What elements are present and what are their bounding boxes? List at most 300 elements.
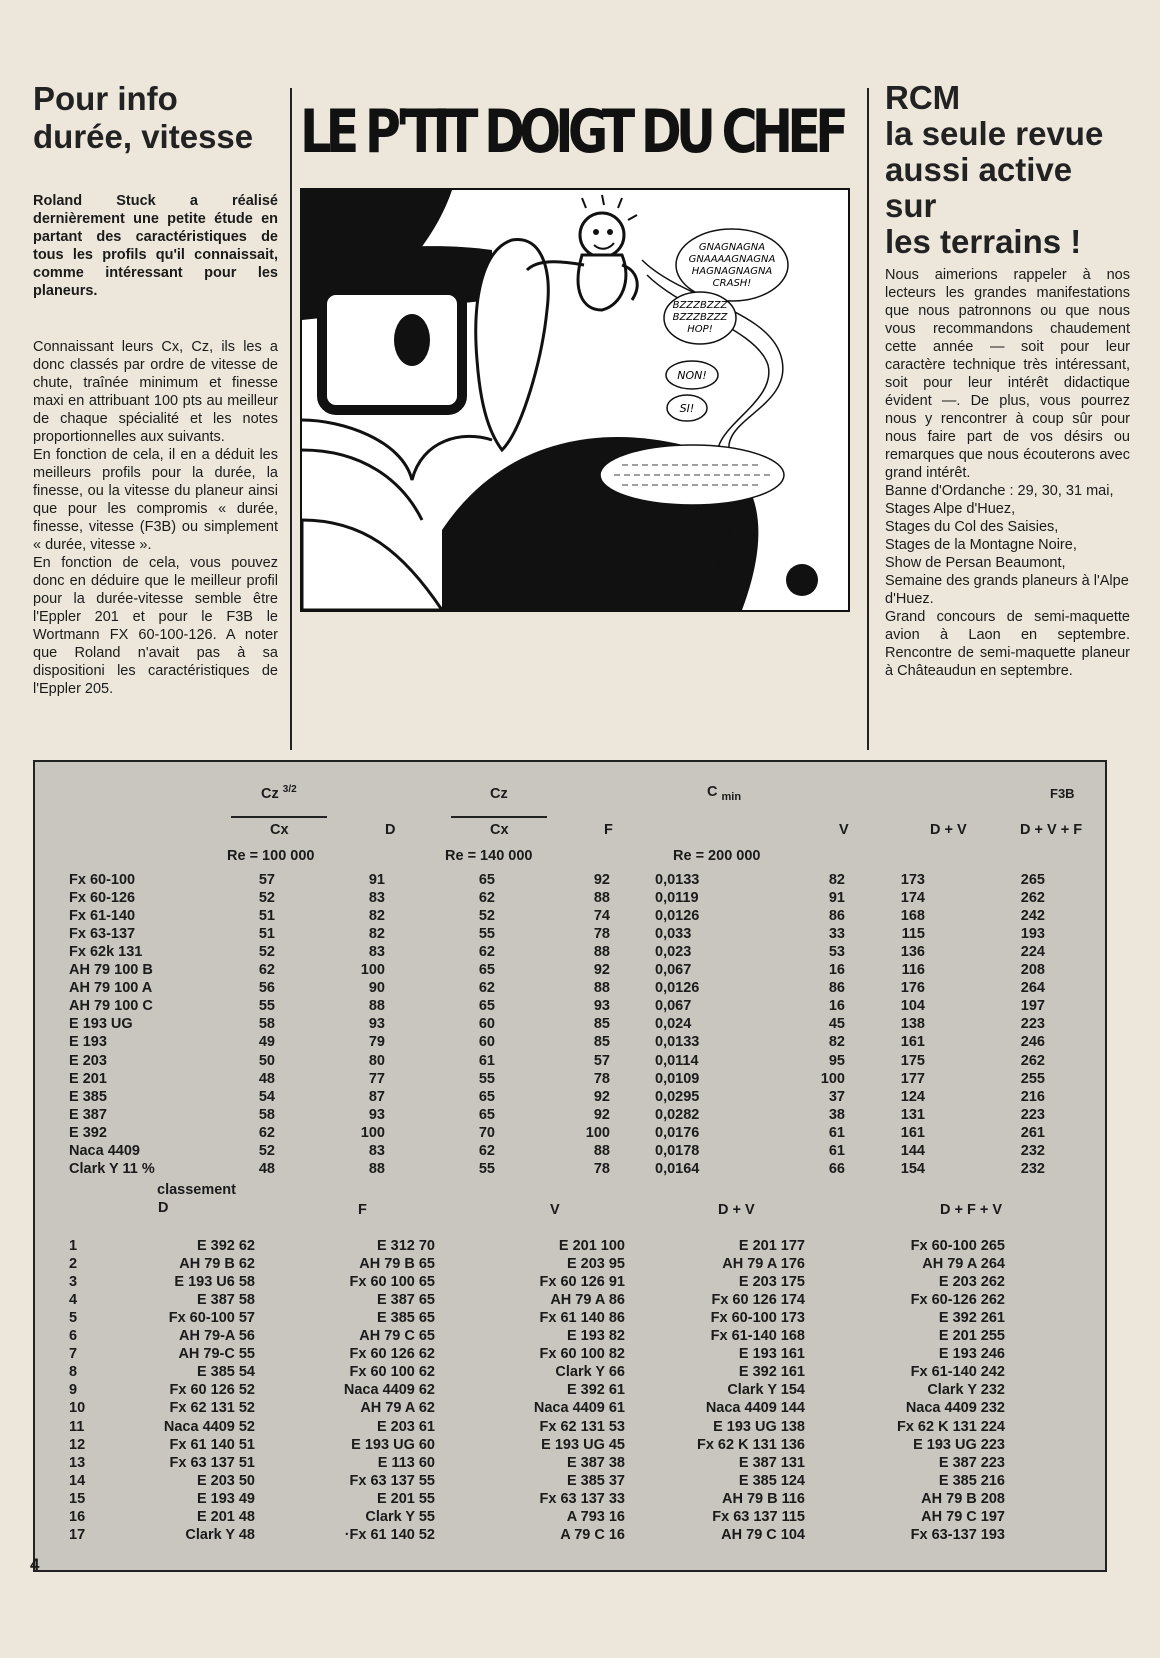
table-cell: 65 — [478, 998, 495, 1015]
bubble-text: HAGNAGNAGNA — [691, 266, 773, 277]
table-cell: 95 — [828, 1052, 845, 1069]
table-cell: 262 — [1020, 890, 1045, 907]
ranking-cell: Fx 60 126 91 — [539, 1274, 625, 1291]
table-cell: 0,0176 — [655, 1124, 700, 1141]
event-item: Stages Alpe d'Huez, — [885, 501, 1016, 517]
table-cell: 61 — [828, 1124, 845, 1141]
profile-name-cell: E 385 — [69, 1088, 107, 1105]
table-cell: 53 — [828, 944, 845, 961]
left-body-paragraph: En fonction de cela, il en a déduit les meilleurs profils pour la durée, la finesse, ou la vitesse du planeur ainsi que pour les compromis « durée, finesse, vitesse (F3B) ou simplement « durée, vitesse ». — [33, 447, 278, 553]
event-item: Banne d'Ordanche : 29, 30, 31 mai, — [885, 483, 1114, 499]
table-cell: 246 — [1020, 1034, 1045, 1051]
table-cell: 58 — [258, 1016, 275, 1033]
group-underline — [451, 816, 547, 818]
ranking-cell: E 392 161 — [738, 1364, 805, 1381]
ranking-cell: E 385 54 — [196, 1364, 255, 1381]
ranking-cell: E 193 UG 45 — [541, 1436, 625, 1453]
table-cell: 0,024 — [655, 1016, 692, 1033]
ranking-cell: AH 79 B 62 — [179, 1256, 255, 1273]
table-cell: 0,0295 — [655, 1088, 700, 1105]
group-underline — [231, 816, 327, 818]
table-cell: 52 — [478, 908, 495, 925]
table-cell: 92 — [593, 962, 610, 979]
table-cell: 144 — [900, 1142, 925, 1159]
table-cell: 136 — [900, 944, 925, 961]
table-cell: 0,0109 — [655, 1070, 700, 1087]
table-cell: 82 — [828, 872, 845, 888]
table-cell: 55 — [478, 1160, 495, 1177]
ranking-cell: A 79 C 16 — [560, 1526, 625, 1543]
table-cell: 92 — [593, 872, 610, 888]
table-cell: 93 — [368, 1016, 385, 1033]
table-cell: 93 — [593, 998, 610, 1015]
table-cell: 175 — [900, 1052, 925, 1069]
table-cell: 66 — [828, 1160, 845, 1177]
col-header: Cx — [490, 822, 509, 838]
ranking-cell: Fx 62 K 131 224 — [896, 1418, 1005, 1435]
re-label: Re = 200 000 — [673, 848, 761, 864]
ranking-cell: Fx 63 137 115 — [712, 1508, 805, 1525]
table-cell: 216 — [1020, 1088, 1045, 1105]
table-cell: 161 — [900, 1124, 925, 1141]
left-lead: Roland Stuck a réalisé dernièrement une petite étude en partant des caractéristiques de tous les profils qu'il connaissait, comme intéressant pour les planeurs. — [33, 193, 278, 299]
table-cell: 0,0164 — [655, 1160, 700, 1177]
table-cell: 100 — [585, 1124, 610, 1141]
ranking-cell: E 312 70 — [376, 1238, 435, 1254]
table-cell: 56 — [258, 980, 275, 997]
ranking-cell: Fx 60-100 173 — [710, 1310, 805, 1327]
table-cell: 92 — [593, 1088, 610, 1105]
table-cell: 232 — [1020, 1142, 1045, 1159]
rank-number: 11 — [69, 1418, 85, 1435]
ranking-cell: E 387 131 — [738, 1454, 805, 1471]
event-item: Stages de la Montagne Noire, — [885, 537, 1077, 553]
right-headline-line: aussi active — [885, 151, 1073, 188]
left-headline-line2: durée, vitesse — [33, 118, 254, 155]
rank-number: 12 — [69, 1436, 86, 1453]
table-cell: 264 — [1020, 980, 1045, 997]
table-cell: 173 — [900, 872, 925, 888]
table-cell: 51 — [258, 926, 275, 943]
ranking-cell: E 193 UG 138 — [713, 1418, 805, 1435]
rank-number: 8 — [69, 1364, 78, 1381]
table-cell: 223 — [1020, 1106, 1045, 1123]
table-cell: 16 — [828, 998, 845, 1015]
table-cell: 55 — [258, 998, 275, 1015]
table-cell: 87 — [368, 1088, 385, 1105]
group-header-cmin — [707, 784, 741, 803]
bubble-text: NON! — [677, 369, 707, 382]
table-cell: 60 — [478, 1034, 495, 1051]
re-label: Re = 100 000 — [227, 848, 315, 864]
ranking-cell: Clark Y 55 — [365, 1508, 435, 1525]
profile-name-cell: E 193 — [69, 1034, 107, 1051]
ranking-cell: Fx 62 131 53 — [539, 1418, 625, 1435]
ranking-cell: Clark Y 154 — [727, 1382, 805, 1399]
profile-name-cell: E 201 — [69, 1070, 107, 1087]
left-body-paragraph: Connaissant leurs Cx, Cz, ils les a donc classés par ordre de vitesse de chute, traînée minimum et finesse maxi en attribuant 100 pts au meilleur de chaque spécialité et les notes proportionnelles aux suivants. — [33, 339, 278, 445]
table-cell: 168 — [900, 908, 925, 925]
table-cell: 86 — [828, 980, 845, 997]
table-cell: 91 — [368, 872, 385, 888]
table-cell: 0,0282 — [655, 1106, 700, 1123]
ranking-cell: Fx 60 126 174 — [711, 1292, 805, 1309]
group-header-f3b: F3B — [1050, 786, 1075, 801]
ranking-cell: Naca 4409 61 — [533, 1400, 625, 1417]
table-cell: 65 — [478, 1088, 495, 1105]
table-cell: 100 — [360, 962, 385, 979]
ranking-cell: Fx 63 137 33 — [539, 1490, 625, 1507]
profile-name-cell: Fx 61-140 — [69, 908, 136, 925]
table-cell: 223 — [1020, 1016, 1045, 1033]
ranking-cell: Fx 61 140 86 — [539, 1310, 625, 1327]
rank-number: 5 — [69, 1310, 78, 1327]
ranking-cell: Fx 60 126 52 — [169, 1382, 255, 1399]
left-headline — [33, 80, 278, 156]
table-cell: 61 — [478, 1052, 495, 1069]
table-cell: 197 — [1020, 998, 1045, 1015]
ranking-cell: E 392 261 — [938, 1310, 1005, 1327]
profile-name-cell: E 392 — [69, 1124, 107, 1141]
group-header-cz32 — [261, 784, 297, 802]
profile-name-cell: Clark Y 11 % — [69, 1160, 155, 1177]
ranking-cell: E 385 124 — [738, 1472, 805, 1489]
ranking-cell: Fx 61-140 242 — [910, 1364, 1005, 1381]
ranking-cell: AH 79 A 86 — [550, 1292, 625, 1309]
table-cell: 78 — [593, 1070, 610, 1087]
ranking-title: classement — [157, 1182, 236, 1198]
ranking-cell: E 201 177 — [738, 1238, 805, 1254]
table-cell: 48 — [258, 1070, 275, 1087]
table-cell: 57 — [593, 1052, 610, 1069]
ranking-cell: E 392 61 — [566, 1382, 625, 1399]
table-cell: 255 — [1020, 1070, 1045, 1087]
table-cell: 83 — [368, 1142, 385, 1159]
rank-number: 16 — [69, 1508, 86, 1525]
profile-name-cell: E 203 — [69, 1052, 107, 1069]
ranking-cell: E 203 61 — [376, 1418, 435, 1435]
ranking-cell: Fx 60-100 265 — [910, 1238, 1005, 1254]
ranking-header: D — [158, 1200, 169, 1216]
table-cell: 61 — [828, 1142, 845, 1159]
table-cell: 78 — [593, 926, 610, 943]
ranking-cell: E 387 223 — [938, 1454, 1005, 1471]
table-cell: 154 — [900, 1160, 925, 1177]
ranking-header: D + V — [718, 1202, 755, 1218]
ranking-cell: E 201 48 — [196, 1508, 255, 1525]
table-cell: 0,033 — [655, 926, 692, 943]
event-item: Semaine des grands planeurs à l'Alpe d'Huez. — [885, 573, 1129, 607]
table-cell: 62 — [478, 1142, 495, 1159]
bubble-text: HOP! — [687, 324, 713, 335]
table-cell: 0,0126 — [655, 908, 700, 925]
table-cell: 74 — [593, 908, 610, 925]
rank-number: 10 — [69, 1400, 86, 1417]
table-cell: 50 — [258, 1052, 275, 1069]
ranking-cell: Fx 63-137 193 — [910, 1526, 1005, 1543]
table-cell: 261 — [1020, 1124, 1045, 1141]
table-cell: 55 — [478, 1070, 495, 1087]
rank-number: 1 — [69, 1238, 78, 1254]
ranking-cell: Naca 4409 232 — [905, 1400, 1005, 1417]
column-rule-right — [867, 88, 869, 750]
ranking-cell: Fx 62 131 52 — [169, 1400, 255, 1417]
table-cell: 79 — [368, 1034, 385, 1051]
ranking-cell: Fx 61-140 168 — [710, 1328, 805, 1345]
group-header-label: Cz — [261, 785, 279, 802]
ranking-cell: Fx 62 K 131 136 — [696, 1436, 805, 1453]
table-cell: 82 — [828, 1034, 845, 1051]
profile-name-cell: E 193 UG — [69, 1016, 133, 1033]
table-cell: 88 — [593, 980, 610, 997]
bubble-text: BZZZBZZZ — [672, 300, 728, 311]
table-cell: 91 — [828, 890, 845, 907]
col-header: F — [604, 822, 613, 838]
right-headline-line: RCM — [885, 79, 961, 116]
profile-name-cell: Fx 60-126 — [69, 890, 136, 907]
ranking-cell: Clark Y 66 — [555, 1364, 625, 1381]
column-rule-left — [290, 88, 292, 750]
table-cell: 88 — [593, 1142, 610, 1159]
ranking-cell: E 387 58 — [196, 1292, 255, 1309]
table-cell: 93 — [368, 1106, 385, 1123]
left-headline-line1: Pour info — [33, 80, 178, 117]
ranking-cell: Fx 63 137 55 — [349, 1472, 435, 1489]
ranking-header: F — [358, 1202, 367, 1218]
table-cell: 51 — [258, 908, 275, 925]
table-cell: 104 — [900, 998, 925, 1015]
table-cell: 70 — [478, 1124, 495, 1141]
table-cell: 176 — [900, 980, 925, 997]
ranking-cell: E 385 216 — [938, 1472, 1005, 1489]
table-cell: 60 — [478, 1016, 495, 1033]
col-header: D + V + F — [1020, 822, 1083, 838]
ranking-cell: E 193 246 — [938, 1346, 1005, 1363]
group-header-cz: Cz — [490, 786, 508, 802]
ranking-cell: E 193 49 — [196, 1490, 255, 1507]
comic-title: LE P'TIT DOIGT DU CHEF — [300, 97, 844, 167]
profile-table — [33, 760, 1107, 1572]
rank-number: 17 — [69, 1526, 86, 1543]
ranking-cell: Fx 63 137 51 — [169, 1454, 255, 1471]
ranking-cell: E 201 100 — [558, 1238, 625, 1254]
left-article — [33, 80, 278, 698]
ranking-cell: AH 79 A 62 — [360, 1400, 435, 1417]
ranking-cell: E 385 37 — [566, 1472, 625, 1489]
group-header-label: C — [707, 784, 718, 800]
table-cell: 88 — [593, 890, 610, 907]
bubble-text: SI! — [679, 402, 695, 415]
rank-number: 2 — [69, 1256, 78, 1273]
table-cell: 82 — [368, 908, 385, 925]
bubble-text: GNAAAAGNAGNA — [688, 254, 776, 265]
left-body-paragraph: En fonction de cela, vous pouvez donc en déduire que le meilleur profil pour la durée-vitesse semble être l'Eppler 201 et pour le F3B le Wortmann FX 60-100-126. A noter que Roland n'avait pas à sa dispositioni les caractéristiques de l'Eppler 205. — [33, 555, 278, 697]
ranking-cell: E 385 65 — [376, 1310, 435, 1327]
col-header: V — [839, 822, 849, 838]
rank-number: 9 — [69, 1382, 78, 1399]
table-cell: 37 — [828, 1088, 845, 1105]
ranking-cell: AH 79 C 197 — [921, 1508, 1005, 1525]
table-cell: 88 — [368, 998, 385, 1015]
ranking-cell: AH 79-A 56 — [178, 1328, 255, 1345]
profile-name-cell: AH 79 100 C — [69, 998, 153, 1015]
table-cell: 0,067 — [655, 962, 692, 979]
right-headline-line: les terrains ! — [885, 223, 1082, 260]
table-cell: 88 — [368, 1160, 385, 1177]
table-cell: 38 — [828, 1106, 845, 1123]
table-cell: 174 — [900, 890, 925, 907]
right-headline-line: sur — [885, 187, 937, 224]
table-cell: 83 — [368, 944, 385, 961]
table-cell: 52 — [258, 890, 275, 907]
ranking-cell: AH 79 B 116 — [721, 1490, 805, 1507]
bubble-text: GNAGNAGNA — [698, 242, 766, 253]
table-cell: 88 — [593, 944, 610, 961]
page-number: 4 — [30, 1555, 40, 1574]
ranking-cell: A 793 16 — [566, 1508, 625, 1525]
right-article — [885, 80, 1130, 680]
right-headline — [885, 80, 1130, 260]
rank-number: 4 — [69, 1292, 78, 1309]
group-header-sub: min — [721, 790, 742, 803]
ranking-cell: E 193 UG 223 — [913, 1436, 1005, 1453]
table-cell: 57 — [258, 872, 275, 888]
ranking-cell: Fx 60 100 65 — [349, 1274, 435, 1291]
ranking-cell: ·Fx 61 140 52 — [344, 1526, 435, 1543]
rank-number: 13 — [69, 1454, 86, 1471]
table-cell: 86 — [828, 908, 845, 925]
event-item: Stages du Col des Saisies, — [885, 519, 1059, 535]
table-cell: 52 — [258, 944, 275, 961]
table-cell: 82 — [368, 926, 385, 943]
table-cell: 65 — [478, 1106, 495, 1123]
table-cell: 33 — [828, 926, 845, 943]
left-body — [33, 338, 278, 698]
ranking-cell: AH 79-C 55 — [178, 1346, 255, 1363]
ranking-cell: E 113 60 — [377, 1454, 435, 1471]
table-cell: 0,0133 — [655, 1034, 700, 1051]
ranking-cell: Fx 60 100 62 — [349, 1364, 435, 1381]
ranking-cell: E 203 50 — [196, 1472, 255, 1489]
rank-number: 14 — [69, 1472, 86, 1489]
ranking-cell: AH 79 C 65 — [359, 1328, 435, 1345]
rank-number: 3 — [69, 1274, 78, 1291]
ranking-header: D + F + V — [940, 1202, 1003, 1218]
table-cell: 78 — [593, 1160, 610, 1177]
table-cell: 242 — [1020, 908, 1045, 925]
ranking-cell: Naca 4409 144 — [705, 1400, 805, 1417]
table-cell: 0,0119 — [655, 890, 699, 907]
ranking-cell: Naca 4409 62 — [343, 1382, 435, 1399]
profile-name-cell: E 387 — [69, 1106, 107, 1123]
profile-name-cell: Naca 4409 — [69, 1142, 140, 1159]
ranking-cell: Fx 61 140 51 — [169, 1436, 255, 1453]
rank-number: 6 — [69, 1328, 78, 1345]
bubble-text: CRASH! — [712, 278, 752, 289]
ranking-cell: E 201 55 — [376, 1490, 435, 1507]
ranking-cell: Clark Y 48 — [185, 1526, 255, 1543]
ranking-cell: E 387 65 — [376, 1292, 435, 1309]
ranking-cell: Fx 60 100 82 — [539, 1346, 625, 1363]
rank-number: 7 — [69, 1346, 78, 1363]
table-cell: 92 — [593, 1106, 610, 1123]
table-cell: 131 — [900, 1106, 925, 1123]
ranking-cell: E 387 38 — [566, 1454, 625, 1471]
ranking-cell: E 203 95 — [566, 1256, 625, 1273]
table-cell: 232 — [1020, 1160, 1045, 1177]
profile-name-cell: Fx 62k 131 — [69, 944, 143, 961]
re-label: Re = 140 000 — [445, 848, 533, 864]
ranking-header: V — [550, 1202, 560, 1218]
ranking-cell: Fx 60-100 57 — [168, 1310, 255, 1327]
ranking-cell: E 193 82 — [566, 1328, 625, 1345]
table-cell: 116 — [901, 962, 925, 979]
table-cell: 90 — [368, 980, 385, 997]
table-cell: 62 — [478, 890, 495, 907]
table-cell: 83 — [368, 890, 385, 907]
table-cell: 0,023 — [655, 944, 692, 961]
table-cell: 138 — [900, 1016, 925, 1033]
ranking-cell: AH 79 C 104 — [721, 1526, 805, 1543]
col-header: D + V — [930, 822, 967, 838]
ranking-cell: E 193 161 — [738, 1346, 805, 1363]
table-cell: 58 — [258, 1106, 275, 1123]
table-cell: 262 — [1020, 1052, 1045, 1069]
ranking-cell: E 392 62 — [196, 1238, 255, 1254]
table-cell: 208 — [1020, 962, 1045, 979]
ranking-cell: E 203 262 — [938, 1274, 1005, 1291]
table-cell: 62 — [478, 980, 495, 997]
ranking-cell: E 203 175 — [738, 1274, 805, 1291]
rank-number: 15 — [69, 1490, 86, 1507]
ranking-cell: Fx 60 126 62 — [349, 1346, 435, 1363]
col-header: D — [385, 822, 396, 838]
table-cell: 52 — [258, 1142, 275, 1159]
table-cell: 161 — [900, 1034, 925, 1051]
table-cell: 85 — [593, 1034, 610, 1051]
ranking-cell: Naca 4409 52 — [163, 1418, 255, 1435]
right-headline-line: la seule revue — [885, 115, 1104, 152]
table-cell: 45 — [828, 1016, 845, 1033]
ranking-cell: AH 79 A 264 — [922, 1256, 1005, 1273]
ranking-cell: E 201 255 — [938, 1328, 1005, 1345]
table-cell: 49 — [258, 1034, 275, 1051]
profile-name-cell: Fx 60-100 — [69, 872, 136, 888]
table-cell: 0,067 — [655, 998, 692, 1015]
ranking-cell: E 193 UG 60 — [351, 1436, 435, 1453]
group-header-sup: 3/2 — [282, 784, 297, 795]
table-cell: 80 — [368, 1052, 385, 1069]
table-cell: 55 — [478, 926, 495, 943]
ranking-cell: Fx 60-126 262 — [910, 1292, 1005, 1309]
table-cell: 0,0126 — [655, 980, 700, 997]
table-cell: 65 — [478, 872, 495, 888]
table-cell: 265 — [1020, 872, 1045, 888]
table-cell: 124 — [900, 1088, 925, 1105]
table-cell: 85 — [593, 1016, 610, 1033]
table-cell: 0,0114 — [655, 1052, 699, 1069]
ranking-cell: AH 79 B 208 — [921, 1490, 1005, 1507]
table-cell: 62 — [258, 962, 275, 979]
ranking-cell: AH 79 B 65 — [359, 1256, 435, 1273]
table-cell: 16 — [828, 962, 845, 979]
table-cell: 115 — [901, 926, 925, 943]
ranking-cell: E 193 U6 58 — [174, 1274, 255, 1291]
table-cell: 0,0178 — [655, 1142, 700, 1159]
table-cell: 62 — [478, 944, 495, 961]
comic-illustration — [302, 190, 848, 610]
table-cell: 62 — [258, 1124, 275, 1141]
